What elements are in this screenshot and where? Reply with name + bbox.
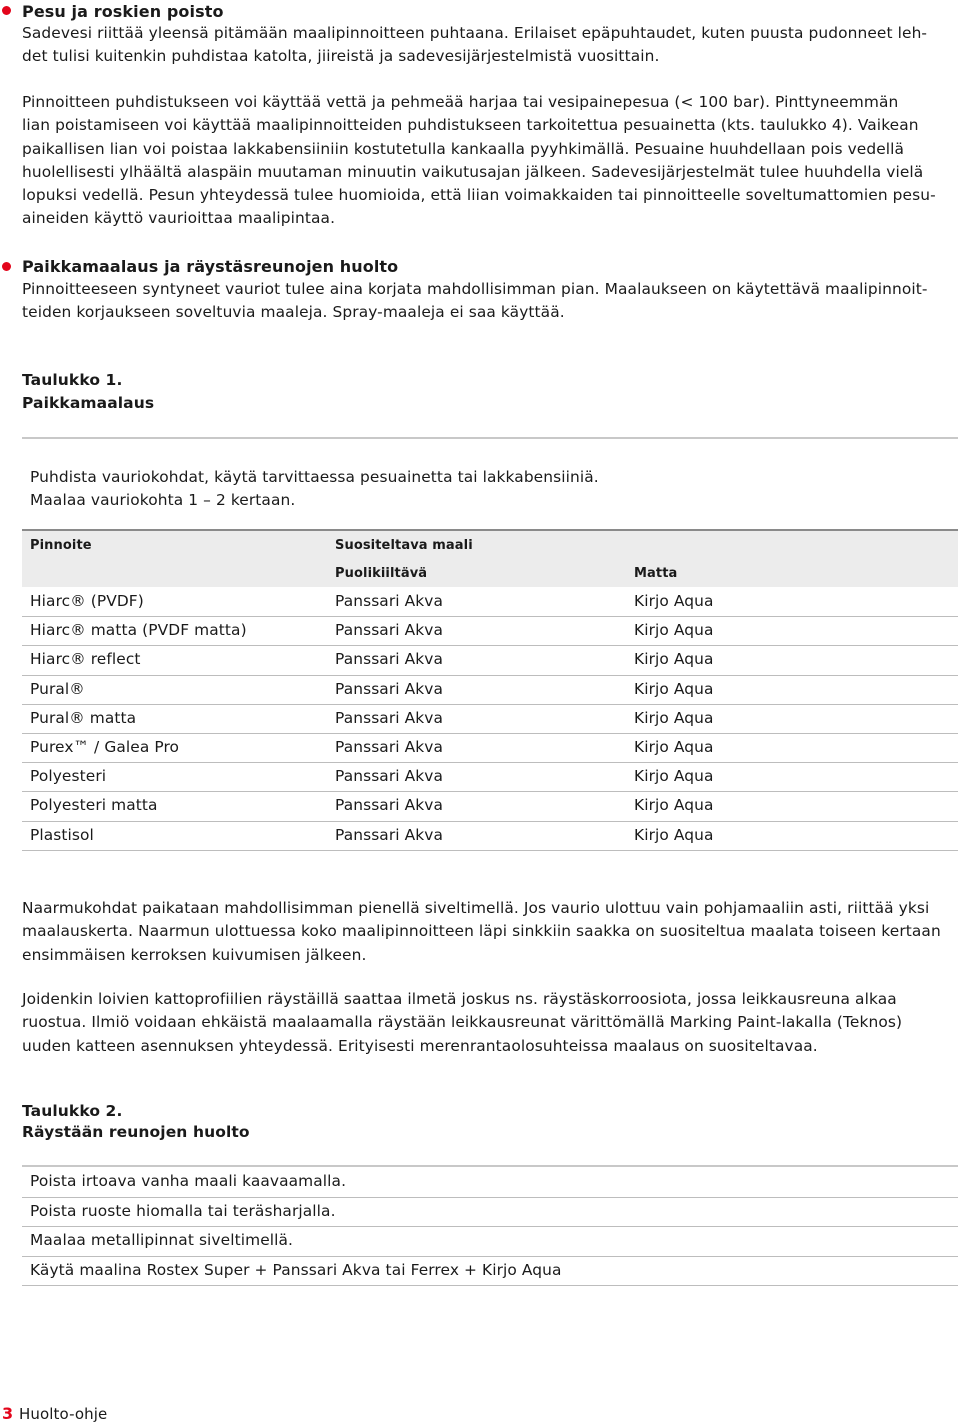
table1-header <box>22 531 958 587</box>
text-line: Joidenkin loivien kattoprofiilien räystäillä saattaa ilmetä joskus ns. räystäskorroosiota, jossa leikkausreuna alkaa <box>22 990 897 1008</box>
cell-semigloss: Panssari Akva <box>335 738 444 756</box>
cell-matte: Kirjo Aqua <box>634 708 714 727</box>
cell-matte: Kirjo Aqua <box>634 650 714 669</box>
row-divider <box>22 821 958 822</box>
text-line: paikallisen lian voi poistaa lakkabensiiniin kostutetulla kankaalla pyyhkimällä. Pesuaine huuhdellaan pois vedellä <box>22 139 905 158</box>
text-line: uuden katteen asennuksen yhteydessä. Erityisesti merenrantaolosuhteissa maalaus on suositeltavaa. <box>22 1036 818 1055</box>
table2-row: Poista ruoste hiomalla tai teräsharjalla. <box>30 1201 336 1220</box>
cell-matte: Kirjo Aqua <box>634 738 714 756</box>
text-line: Sadevesi riittää yleensä pitämään maalipinnoitteen puhtaana. Erilaiset epäpuhtaudet, kuten puusta pudonneet leh- <box>22 24 928 42</box>
cell-coating: Hiarc® reflect <box>30 650 141 669</box>
table1-label: Taulukko 1. <box>22 371 123 389</box>
table2-row: Poista irtoava vanha maali kaavaamalla. <box>30 1172 347 1190</box>
table2-label: Taulukko 2. <box>22 1102 123 1120</box>
row-divider <box>22 762 958 763</box>
cell-coating: Purex™ / Galea Pro <box>30 738 180 756</box>
cell-semigloss: Panssari Akva <box>335 825 444 844</box>
row-divider <box>22 1256 958 1257</box>
cell-semigloss: Panssari Akva <box>335 679 444 698</box>
cell-matte: Kirjo Aqua <box>634 796 714 815</box>
text-line: huolellisesti ylhäältä alaspäin muutaman minuutin vaikutusajan jälkeen. Sadevesijärjestelmät tulee huuhdella vielä <box>22 162 924 181</box>
divider <box>22 1165 958 1167</box>
cell-semigloss: Panssari Akva <box>335 708 444 727</box>
text-line: maalauskerta. Naarmun ulottuessa koko maalipinnoitteen läpi sinkkiin saakka on suositeltua maalata toiseen kertaan <box>22 922 941 941</box>
cell-coating: Polyesteri matta <box>30 796 158 815</box>
footer-title: Huolto-ohje <box>19 1405 108 1423</box>
cell-matte: Kirjo Aqua <box>634 679 714 698</box>
section-heading-touchup: Paikkamaalaus ja räystäsreunojen huolto <box>22 257 399 276</box>
row-divider <box>22 850 958 851</box>
cell-coating: Hiarc® (PVDF) <box>30 592 144 610</box>
cell-coating: Pural® matta <box>30 708 137 727</box>
text-line: ruostua. Ilmiö voidaan ehkäistä maalaamalla räystään leikkausreunat värittömällä Marking Paint-lakalla (Teknos) <box>22 1013 903 1032</box>
paragraph-eaves <box>22 988 902 1058</box>
text-line: Naarmukohdat paikataan mahdollisimman pienellä siveltimellä. Jos vaurio ulottuu vain pohjamaaliin asti, riittää yksi <box>22 899 930 917</box>
row-divider <box>22 645 958 646</box>
cell-coating: Polyesteri <box>30 767 107 786</box>
paragraph-touchup <box>22 278 928 325</box>
cell-semigloss: Panssari Akva <box>335 767 444 786</box>
cell-matte: Kirjo Aqua <box>634 825 714 844</box>
row-divider <box>22 1285 958 1286</box>
text-line: Maalaa vauriokohta 1 – 2 kertaan. <box>30 491 296 510</box>
section-heading-washing: Pesu ja roskien poisto <box>22 2 224 21</box>
table1-title: Paikkamaalaus <box>22 394 155 412</box>
column-header-matte: Matta <box>634 566 678 581</box>
table2-row: Maalaa metallipinnat siveltimellä. <box>30 1231 294 1249</box>
paragraph-cleaning <box>22 91 936 231</box>
text-line: lopuksi vedellä. Pesun yhteydessä tulee huomioida, että liian voimakkaiden tai pinnoitteelle soveltumattomien pesu- <box>22 186 936 205</box>
text-line: lian poistamiseen voi käyttää maalipinnoitteiden puhdistukseen tarkoitettua pesuainetta (kts. taulukko 4). Vaikean <box>22 116 919 135</box>
cell-coating: Hiarc® matta (PVDF matta) <box>30 621 247 640</box>
row-divider <box>22 616 958 617</box>
text-line: Pinnoitteen puhdistukseen voi käyttää vettä ja pehmeää harjaa tai vesipainepesua (< 100 bar). Pinttyneemmän <box>22 93 899 111</box>
table1-intro <box>30 466 599 513</box>
paragraph-rainwater <box>22 22 927 69</box>
bullet-icon <box>2 6 11 15</box>
text-line: Pinnoitteeseen syntyneet vauriot tulee aina korjata mahdollisimman pian. Maalaukseen on käytettävä maalipinnoit- <box>22 280 928 298</box>
table2-title: Räystään reunojen huolto <box>22 1123 250 1141</box>
row-divider <box>22 1226 958 1227</box>
row-divider <box>22 791 958 792</box>
cell-semigloss: Panssari Akva <box>335 796 444 815</box>
column-header-semigloss: Puolikiiltävä <box>335 566 428 581</box>
cell-matte: Kirjo Aqua <box>634 592 714 610</box>
cell-matte: Kirjo Aqua <box>634 621 714 640</box>
row-divider <box>22 1197 958 1198</box>
divider <box>22 529 958 531</box>
paragraph-scratches <box>22 897 941 967</box>
column-header-coating: Pinnoite <box>30 538 92 553</box>
divider <box>22 437 958 439</box>
page-number: 3 <box>2 1404 14 1423</box>
row-divider <box>22 733 958 734</box>
row-divider <box>22 675 958 676</box>
cell-coating: Plastisol <box>30 825 94 844</box>
text-line: Puhdista vauriokohdat, käytä tarvittaessa pesuainetta tai lakkabensiiniä. <box>30 468 599 486</box>
text-line: teiden korjaukseen soveltuvia maaleja. Spray-maaleja ei saa käyttää. <box>22 303 565 322</box>
cell-matte: Kirjo Aqua <box>634 767 714 786</box>
cell-semigloss: Panssari Akva <box>335 650 444 669</box>
cell-coating: Pural® <box>30 679 85 698</box>
text-line: aineiden käyttö vaurioittaa maalipintaa. <box>22 209 336 228</box>
text-line: ensimmäisen kerroksen kuivumisen jälkeen. <box>22 945 367 964</box>
row-divider <box>22 704 958 705</box>
cell-semigloss: Panssari Akva <box>335 592 444 610</box>
text-line: det tulisi kuitenkin puhdistaa katolta, jiireistä ja sadevesijärjestelmistä vuosittain. <box>22 47 660 66</box>
column-header-recommended: Suositeltava maali <box>335 538 473 553</box>
bullet-icon <box>2 262 11 271</box>
cell-semigloss: Panssari Akva <box>335 621 444 640</box>
table2-row: Käytä maalina Rostex Super + Panssari Akva tai Ferrex + Kirjo Aqua <box>30 1260 562 1279</box>
